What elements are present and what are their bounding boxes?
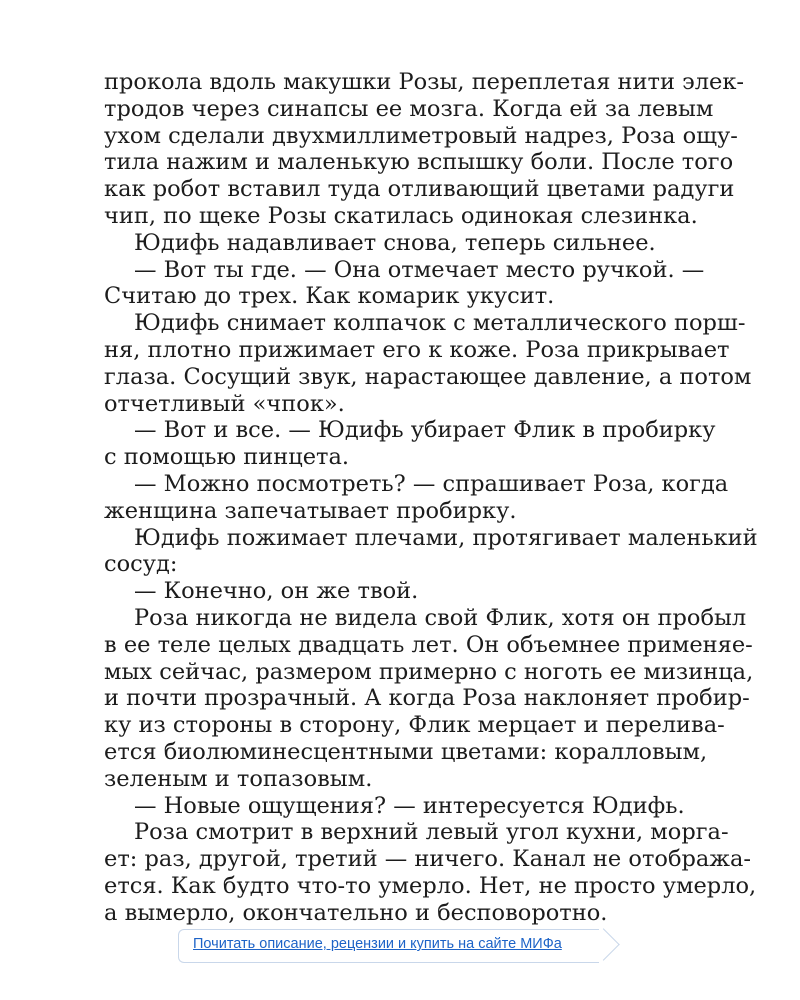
text-line: ку из стороны в сторону, Флик мерцает и перелива- (104, 712, 725, 739)
text-line: сосуд: (104, 551, 178, 578)
text-line: — Вот и все. — Юдифь убирает Флик в пробирку (134, 417, 716, 444)
text-line: и почти прозрачный. А когда Роза наклоняет пробир- (104, 685, 750, 712)
text-line: Роза смотрит в верхний левый угол кухни, морга- (134, 819, 729, 846)
text-line: ется биолюминесцентными цветами: коралловым, (104, 738, 708, 765)
text-line: ется. Как будто что-то умерло. Нет, не просто умерло, (104, 872, 757, 899)
text-line: — Конечно, он же твой. (134, 578, 419, 605)
text-line: с помощью пинцета. (104, 444, 350, 471)
text-line: женщина запечатывает пробирку. (104, 497, 517, 524)
text-line: зеленым и топазовым. (104, 765, 373, 792)
text-line: Считаю до трех. Как комарик укусит. (104, 283, 555, 310)
text-line: ет: раз, другой, третий — ничего. Канал не отобража- (104, 846, 752, 873)
text-line: Юдифь пожимает плечами, протягивает маленький (134, 524, 758, 551)
text-line: — Можно посмотреть? — спрашивает Роза, когда (134, 470, 729, 497)
text-line: прокола вдоль макушки Розы, переплетая нити элек- (104, 69, 744, 95)
text-line: ухом сделали двухмиллиметровый надрез, Роза ощу- (104, 122, 738, 149)
text-line: тила нажим и маленькую вспышку боли. После того (104, 149, 734, 176)
text-line: — Новые ощущения? — интересуется Юдифь. (134, 792, 685, 819)
buy-link-banner[interactable] (178, 929, 616, 963)
buy-link[interactable]: Почитать описание, рецензии и купить на сайте МИФа (193, 936, 562, 952)
text-line: ня, плотно прижимает его к коже. Роза прикрывает (104, 336, 730, 363)
text-line: отчетливый «чпок». (104, 390, 345, 417)
text-line: как робот вставил туда отливающий цветами радуги (104, 176, 735, 203)
text-line: Юдифь снимает колпачок с металлического порш- (134, 310, 746, 337)
text-line: — Вот ты где. — Она отмечает место ручкой. — (134, 256, 705, 283)
text-line: а вымерло, окончательно и бесповоротно. (104, 899, 608, 926)
text-line: в ее теле целых двадцать лет. Он объемнее применяе- (104, 631, 753, 658)
text-line: Юдифь надавливает снова, теперь сильнее. (134, 229, 656, 256)
text-line: чип, по щеке Розы скатилась одинокая слезинка. (104, 202, 698, 229)
text-line: Роза никогда не видела свой Флик, хотя он пробыл (134, 604, 747, 631)
book-page-text (104, 69, 758, 927)
text-line: тродов через синапсы ее мозга. Когда ей за левым (104, 95, 714, 122)
text-line: глаза. Сосущий звук, нарастающее давление, а потом (104, 363, 752, 390)
text-line: мых сейчас, размером примерно с ноготь ее мизинца, (104, 658, 754, 685)
